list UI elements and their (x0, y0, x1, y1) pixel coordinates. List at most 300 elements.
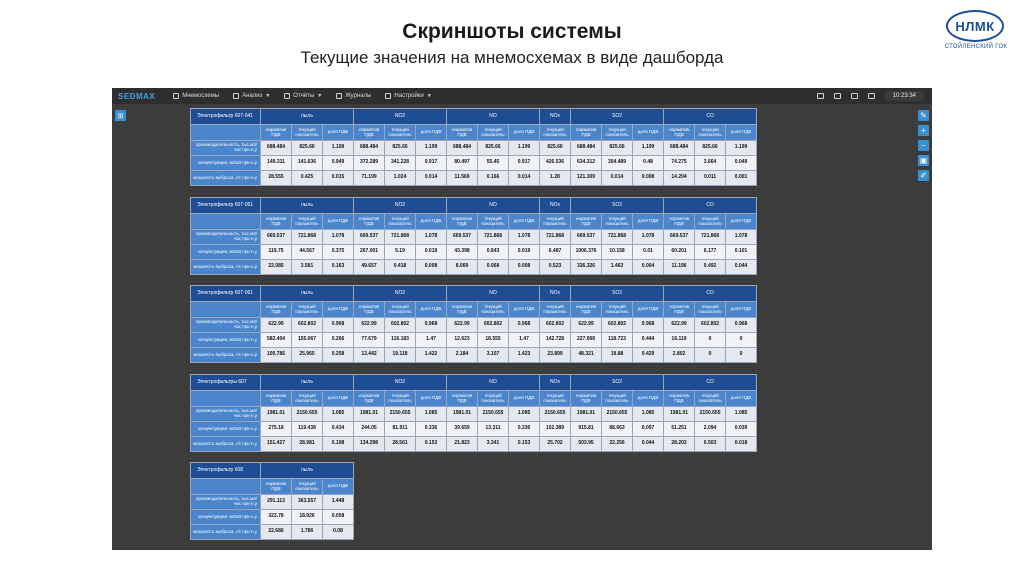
value-cell: 0.153 (416, 437, 447, 452)
gear-icon (385, 93, 391, 99)
save-tool-button[interactable] (918, 155, 929, 166)
column-subheader: норматив ПДВ (354, 125, 385, 141)
column-subheader: доля ПДВ (509, 302, 540, 318)
pollutant-header: SO2 (571, 286, 664, 302)
value-cell: 0.004 (633, 260, 664, 275)
value-cell: 0.418 (385, 260, 416, 275)
value-cell: 25.702 (540, 437, 571, 452)
column-subheader: текущий показатель (602, 214, 633, 230)
chevron-down-icon: ▼ (426, 93, 432, 99)
chevron-down-icon: ▼ (265, 93, 271, 99)
value-cell: 622.99 (261, 318, 292, 333)
value-cell: 0.968 (726, 318, 757, 333)
value-cell: 1981.01 (664, 407, 695, 422)
column-subheader: текущий показатель (540, 302, 571, 318)
value-cell: 2.184 (447, 348, 478, 363)
column-subheader: доля ПДВ (323, 125, 354, 141)
pollutant-header: NO (447, 198, 540, 214)
value-cell: 0.097 (633, 422, 664, 437)
value-cell: 602.802 (602, 318, 633, 333)
topbar-right (807, 88, 924, 104)
value-cell: 11.569 (447, 171, 478, 186)
value-cell: 13.442 (354, 348, 385, 363)
column-subheader: текущий показатель (478, 391, 509, 407)
value-cell: 1.199 (416, 141, 447, 156)
value-cell: 275.18 (261, 422, 292, 437)
value-cell: 6.177 (695, 245, 726, 260)
row-label: производительность, тыс.м3/час при н.у (191, 495, 261, 510)
pollutant-header: NO2 (354, 375, 447, 391)
value-cell: 88.663 (602, 422, 633, 437)
value-cell: 0.008 (509, 260, 540, 275)
table-title: Электрофильтр 607-061 (191, 286, 261, 302)
zoom-in-button[interactable] (918, 125, 929, 136)
value-cell: 2150.655 (292, 407, 323, 422)
column-subheader: текущий показатель (292, 125, 323, 141)
value-cell: 0.336 (509, 422, 540, 437)
pollutant-header: NO2 (354, 109, 447, 125)
value-cell: 116.183 (385, 333, 416, 348)
value-cell: 267.001 (354, 245, 385, 260)
value-cell: 1.078 (509, 230, 540, 245)
value-cell: 825.66 (292, 141, 323, 156)
value-cell: 1.463 (602, 260, 633, 275)
value-cell: 304.489 (602, 156, 633, 171)
value-cell: 0.266 (323, 333, 354, 348)
chevron-down-icon: ▼ (317, 93, 323, 99)
row-label: мощность выброса, г/с при н.у (191, 260, 261, 275)
value-cell: 825.66 (540, 141, 571, 156)
table-corner (191, 125, 261, 141)
value-cell: 0.843 (478, 245, 509, 260)
value-cell: 0.444 (633, 333, 664, 348)
column-subheader: доля ПДВ (509, 214, 540, 230)
fullscreen-icon[interactable] (851, 93, 858, 99)
value-cell: 1.199 (726, 141, 757, 156)
column-subheader: норматив ПДВ (571, 214, 602, 230)
value-cell: 0.336 (416, 422, 447, 437)
value-cell: 0.018 (726, 437, 757, 452)
pollutant-header: пыль (261, 109, 354, 125)
pollutant-header: NOx (540, 375, 571, 391)
value-cell: 119.75 (261, 245, 292, 260)
value-cell: 134.298 (354, 437, 385, 452)
value-cell: 0.434 (323, 422, 354, 437)
left-panel-toggle-button[interactable] (115, 110, 126, 121)
column-subheader: норматив ПДВ (447, 302, 478, 318)
column-subheader: доля ПДВ (726, 125, 757, 141)
value-cell: 1.078 (726, 230, 757, 245)
pollutant-header: NO (447, 286, 540, 302)
value-cell: 622.99 (354, 318, 385, 333)
value-cell: 2150.655 (695, 407, 726, 422)
value-cell: 0.001 (726, 171, 757, 186)
column-subheader: текущий показатель (385, 125, 416, 141)
value-cell: 48.321 (571, 348, 602, 363)
value-cell: 0.523 (540, 260, 571, 275)
value-cell: 100.786 (261, 348, 292, 363)
value-cell: 0 (726, 348, 757, 363)
column-subheader: норматив ПДВ (571, 391, 602, 407)
value-cell: 1.085 (416, 407, 447, 422)
row-label: мощность выброса, г/с при н.у (191, 348, 261, 363)
value-cell: 74.275 (664, 156, 695, 171)
value-cell: 0.968 (416, 318, 447, 333)
value-cell: 0.968 (633, 318, 664, 333)
value-cell: 0 (695, 348, 726, 363)
report-icon (284, 93, 290, 99)
table-title: Электрофильтры 607 (191, 375, 261, 391)
pollutant-header: NOx (540, 286, 571, 302)
value-cell: 0.375 (323, 245, 354, 260)
value-cell: 80.497 (447, 156, 478, 171)
value-cell: 669.537 (261, 230, 292, 245)
nav-settings-label: Настройки (394, 93, 424, 99)
value-cell: 2.094 (695, 422, 726, 437)
value-cell: 688.484 (261, 141, 292, 156)
save-icon: ▣ (919, 156, 928, 165)
value-cell: 1.085 (726, 407, 757, 422)
value-cell: 8.069 (447, 260, 478, 275)
column-subheader: норматив ПДВ (354, 391, 385, 407)
value-cell: 244.05 (354, 422, 385, 437)
column-subheader: норматив ПДВ (261, 302, 292, 318)
column-subheader: текущий показатель (385, 391, 416, 407)
column-subheader: норматив ПДВ (664, 391, 695, 407)
chart-icon (233, 93, 239, 99)
value-cell: 0.039 (726, 422, 757, 437)
value-cell: 13.311 (478, 422, 509, 437)
value-cell: 721.868 (602, 230, 633, 245)
value-cell: 28.555 (261, 171, 292, 186)
value-cell: 825.66 (478, 141, 509, 156)
plus-icon: + (921, 126, 926, 135)
value-cell: 12.623 (447, 333, 478, 348)
bell-icon[interactable] (868, 93, 875, 99)
value-cell: 721.868 (540, 230, 571, 245)
value-cell: 825.66 (385, 141, 416, 156)
value-cell: 1981.01 (571, 407, 602, 422)
table-row (191, 407, 757, 422)
value-cell: 688.484 (354, 141, 385, 156)
value-cell: 18.926 (292, 510, 323, 525)
column-subheader: норматив ПДВ (354, 214, 385, 230)
value-cell: 1006.376 (571, 245, 602, 260)
column-subheader: доля ПДВ (323, 214, 354, 230)
table-title: Электрофильтр 607-041 (191, 109, 261, 125)
value-cell: 39.659 (447, 422, 478, 437)
slide-title: Скриншоты системы (402, 20, 622, 43)
value-cell: 1.199 (509, 141, 540, 156)
table-row (191, 141, 757, 156)
value-cell: 0.949 (323, 156, 354, 171)
value-cell: 155.067 (292, 333, 323, 348)
measurement-table (190, 285, 757, 363)
nav-journals[interactable] (336, 93, 371, 99)
app-window (112, 88, 932, 550)
journal-icon (336, 93, 342, 99)
image-icon[interactable] (817, 93, 824, 99)
column-subheader: текущий показатель (695, 302, 726, 318)
value-cell: 1.47 (509, 333, 540, 348)
value-cell: 1.199 (633, 141, 664, 156)
nav-mnemo[interactable] (173, 93, 219, 99)
value-cell: 602.802 (292, 318, 323, 333)
value-cell: 0.425 (292, 171, 323, 186)
brand-logo[interactable]: SEDMAX (118, 91, 156, 101)
column-subheader: текущий показатель (292, 479, 323, 495)
value-cell: 336.326 (571, 260, 602, 275)
value-cell: 602.802 (385, 318, 416, 333)
value-cell: 0.044 (633, 437, 664, 452)
value-cell: 622.99 (571, 318, 602, 333)
value-cell: 669.537 (354, 230, 385, 245)
value-cell: 77.679 (354, 333, 385, 348)
table-row (191, 510, 354, 525)
value-cell: 602.802 (540, 318, 571, 333)
column-subheader: доля ПДВ (416, 302, 447, 318)
column-subheader: доля ПДВ (509, 125, 540, 141)
clock: 10:23:34 (885, 91, 924, 101)
value-cell: 3.664 (695, 156, 726, 171)
tree-icon: ⊞ (117, 112, 124, 120)
value-cell: 22.686 (261, 525, 292, 540)
row-label: производительность, тыс.м3/час при н.у (191, 407, 261, 422)
value-cell: 22.085 (261, 260, 292, 275)
value-cell: 5.19 (385, 245, 416, 260)
value-cell: 1.423 (509, 348, 540, 363)
value-cell: 634.312 (571, 156, 602, 171)
value-cell: 0.163 (323, 260, 354, 275)
value-cell: 426.536 (540, 156, 571, 171)
pollutant-header: CO (664, 198, 757, 214)
message-icon[interactable] (834, 93, 841, 99)
edit-mode-button[interactable] (918, 170, 929, 181)
column-subheader: текущий показатель (292, 302, 323, 318)
value-cell: 688.484 (664, 141, 695, 156)
value-cell: 119.438 (292, 422, 323, 437)
column-subheader: норматив ПДВ (571, 125, 602, 141)
value-cell: 142.728 (540, 333, 571, 348)
value-cell: 0.058 (323, 510, 354, 525)
company-logo: НЛМК (946, 10, 1004, 42)
column-subheader: доля ПДВ (633, 302, 664, 318)
value-cell: 1.078 (633, 230, 664, 245)
column-subheader: доля ПДВ (323, 391, 354, 407)
value-cell: 22.256 (602, 437, 633, 452)
value-cell: 81.911 (385, 422, 416, 437)
value-cell: 0.049 (726, 156, 757, 171)
column-subheader: норматив ПДВ (261, 479, 292, 495)
value-cell: 0.019 (509, 245, 540, 260)
pencil-icon: ✎ (920, 111, 927, 120)
value-cell: 0.917 (416, 156, 447, 171)
value-cell: 6.487 (540, 245, 571, 260)
pollutant-header: пыль (261, 286, 354, 302)
row-label: концентрация, мг/м3 при н.у (191, 333, 261, 348)
table-row (191, 230, 757, 245)
value-cell: 18.555 (478, 333, 509, 348)
value-cell: 0.011 (695, 171, 726, 186)
column-subheader: норматив ПДВ (261, 391, 292, 407)
value-cell: 721.868 (695, 230, 726, 245)
pollutant-header: пыль (261, 463, 354, 479)
row-label: мощность выброса, г/с при н.у (191, 437, 261, 452)
value-cell: 28.981 (292, 437, 323, 452)
table-corner (191, 479, 261, 495)
column-subheader: доля ПДВ (416, 125, 447, 141)
value-cell: 0.968 (509, 318, 540, 333)
value-cell: 14.204 (664, 171, 695, 186)
column-subheader: доля ПДВ (633, 214, 664, 230)
row-label: концентрация, мг/м3 при н.у (191, 156, 261, 171)
column-subheader: доля ПДВ (726, 391, 757, 407)
column-subheader: текущий показатель (385, 302, 416, 318)
value-cell: 2150.655 (385, 407, 416, 422)
value-cell: 721.868 (478, 230, 509, 245)
value-cell: 0.068 (478, 260, 509, 275)
value-cell: 121.309 (571, 171, 602, 186)
value-cell: 102.389 (540, 422, 571, 437)
nav-analysis-label: Анализ (242, 93, 263, 99)
pollutant-header: NOx (540, 198, 571, 214)
value-cell: 2.802 (664, 348, 695, 363)
column-subheader: текущий показатель (478, 302, 509, 318)
measurement-table (190, 197, 757, 275)
value-cell: 915.81 (571, 422, 602, 437)
value-cell: 25.965 (292, 348, 323, 363)
value-cell: 1.078 (323, 230, 354, 245)
nav-reports[interactable] (284, 93, 322, 99)
table-row (191, 245, 757, 260)
nav-settings[interactable] (385, 93, 431, 99)
value-cell: 3.341 (478, 437, 509, 452)
column-subheader: текущий показатель (695, 391, 726, 407)
table-row (191, 348, 757, 363)
value-cell: 151.427 (261, 437, 292, 452)
value-cell: 0 (726, 333, 757, 348)
nav-journals-label: Журналы (345, 93, 372, 99)
table-row (191, 318, 757, 333)
row-label: концентрация, мг/м3 при н.у (191, 510, 261, 525)
value-cell: 1.024 (385, 171, 416, 186)
value-cell: 0 (695, 333, 726, 348)
pollutant-header: CO (664, 375, 757, 391)
pollutant-header: CO (664, 109, 757, 125)
row-label: концентрация, мг/м3 при н.у (191, 245, 261, 260)
pollutant-header: SO2 (571, 198, 664, 214)
value-cell: 1.448 (323, 495, 354, 510)
value-cell: 0.015 (323, 171, 354, 186)
company-logo-caption: СТОЙЛЕНСКИЙ ГОК (944, 44, 1008, 50)
value-cell: 1.422 (416, 348, 447, 363)
pollutant-header: SO2 (571, 375, 664, 391)
value-cell: 11.196 (664, 260, 695, 275)
value-cell: 688.484 (571, 141, 602, 156)
table-row (191, 333, 757, 348)
column-subheader: текущий показатель (695, 214, 726, 230)
pollutant-header: пыль (261, 198, 354, 214)
column-subheader: текущий показатель (602, 125, 633, 141)
mnemo-icon (173, 93, 179, 99)
pollutant-header: CO (664, 286, 757, 302)
value-cell: 323.78 (261, 510, 292, 525)
column-subheader: норматив ПДВ (354, 302, 385, 318)
measurement-table (190, 462, 354, 540)
table-title: Электрофильтр 608 (191, 463, 261, 479)
value-cell: 49.657 (354, 260, 385, 275)
edit-tool-button[interactable] (918, 110, 929, 121)
measurement-table (190, 108, 757, 186)
value-cell: 0.101 (726, 245, 757, 260)
value-cell: 291.113 (261, 495, 292, 510)
value-cell: 825.66 (695, 141, 726, 156)
value-cell: 19.88 (602, 348, 633, 363)
column-subheader: текущий показатель (478, 214, 509, 230)
value-cell: 118.723 (602, 333, 633, 348)
row-label: концентрация, мг/м3 при н.у (191, 422, 261, 437)
pollutant-header: пыль (261, 375, 354, 391)
table-row (191, 525, 354, 540)
column-subheader: доля ПДВ (633, 391, 664, 407)
nav-mnemo-label: Мнемосхемы (182, 93, 220, 99)
value-cell: 0.014 (602, 171, 633, 186)
value-cell: 55.45 (478, 156, 509, 171)
row-label: производительность, тыс.м3/час при н.у (191, 318, 261, 333)
value-cell: 0.968 (323, 318, 354, 333)
value-cell: 28.561 (385, 437, 416, 452)
value-cell: 582.404 (261, 333, 292, 348)
table-corner (191, 391, 261, 407)
value-cell: 669.537 (447, 230, 478, 245)
table-row (191, 171, 757, 186)
column-subheader: доля ПДВ (726, 214, 757, 230)
value-cell: 0.503 (695, 437, 726, 452)
value-cell: 1.786 (292, 525, 323, 540)
column-subheader: доля ПДВ (416, 391, 447, 407)
value-cell: 1.085 (323, 407, 354, 422)
value-cell: 16.119 (664, 333, 695, 348)
edit-icon: ✐ (920, 171, 927, 180)
column-subheader: норматив ПДВ (664, 214, 695, 230)
table-row (191, 422, 757, 437)
pollutant-header: NO2 (354, 198, 447, 214)
table-title: Электрофильтр 607-051 (191, 198, 261, 214)
zoom-out-button[interactable] (918, 140, 929, 151)
column-subheader: доля ПДВ (726, 302, 757, 318)
value-cell: 1.085 (509, 407, 540, 422)
value-cell: 28.202 (664, 437, 695, 452)
column-subheader: текущий показатель (695, 125, 726, 141)
value-cell: 1.47 (416, 333, 447, 348)
pollutant-header: NO2 (354, 286, 447, 302)
value-cell: 227.068 (571, 333, 602, 348)
column-subheader: текущий показатель (292, 214, 323, 230)
value-cell: 43.398 (447, 245, 478, 260)
value-cell: 0.01 (633, 245, 664, 260)
value-cell: 0.258 (323, 348, 354, 363)
pollutant-header: NOx (540, 109, 571, 125)
pollutant-header: NO (447, 109, 540, 125)
row-label: производительность, тыс.м3/час при н.у (191, 141, 261, 156)
value-cell: 1981.01 (261, 407, 292, 422)
nav-analysis[interactable] (233, 93, 270, 99)
table-row (191, 260, 757, 275)
minus-icon: − (921, 141, 926, 150)
pollutant-header: SO2 (571, 109, 664, 125)
slide-subtitle: Текущие значения на мнемосхемах в виде дашборда (300, 48, 724, 67)
value-cell: 141.636 (292, 156, 323, 171)
